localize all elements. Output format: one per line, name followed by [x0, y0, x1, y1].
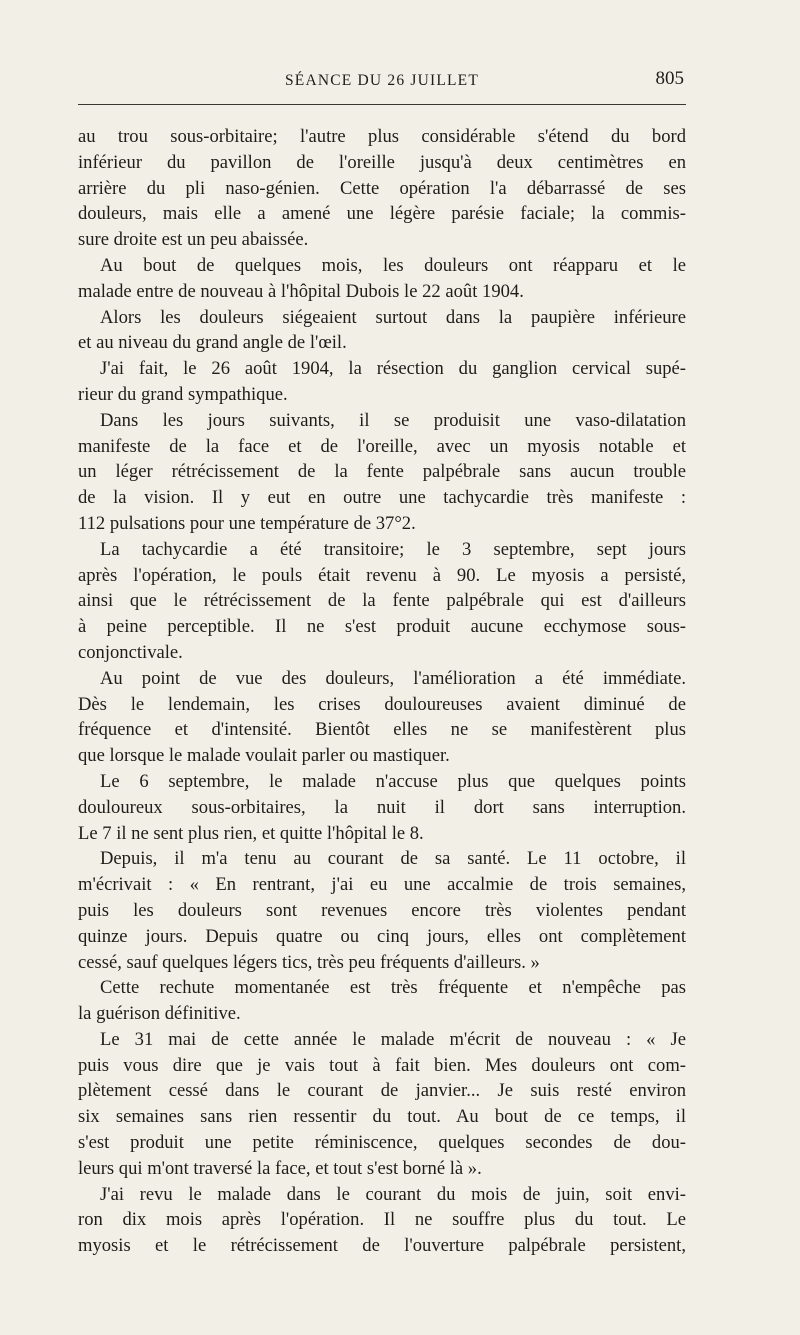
text-line: après l'opération, le pouls était revenu à 90. Le myosis a persisté,	[78, 564, 686, 586]
text-line: à peine perceptible. Il ne s'est produit aucune ecchymose sous-	[78, 616, 686, 638]
text-line: que lorsque le malade voulait parler ou mastiquer.	[78, 745, 450, 767]
text-line: malade entre de nouveau à l'hôpital Dubois le 22 août 1904.	[78, 280, 524, 302]
paragraph	[78, 305, 686, 357]
text-line: Depuis, il m'a tenu au courant de sa santé. Le 11 octobre, il	[100, 848, 686, 870]
text-line: ainsi que le rétrécissement de la fente palpébrale qui est d'ailleurs	[78, 590, 686, 612]
text-line: J'ai fait, le 26 août 1904, la résection du ganglion cervical supé-	[100, 358, 686, 380]
text-line: inférieur du pavillon de l'oreille jusqu'à deux centimètres en	[78, 151, 686, 173]
paragraph	[78, 124, 686, 253]
text-line: myosis et le rétrécissement de l'ouverture palpébrale persistent,	[78, 1235, 686, 1257]
text-line: un léger rétrécissement de la fente palpébrale sans aucun trouble	[78, 461, 686, 483]
text-line: douleurs, mais elle a amené une légère parésie faciale; la commis-	[78, 203, 686, 225]
text-line: plètement cessé dans le courant de janvier... Je suis resté environ	[78, 1080, 686, 1102]
paragraph	[78, 1027, 686, 1182]
paragraph	[78, 666, 686, 769]
text-line: sure droite est un peu abaissée.	[78, 229, 309, 251]
paragraph	[78, 1182, 686, 1259]
text-line: de la vision. Il y eut en outre une tachycardie très manifeste :	[78, 487, 686, 509]
text-line: Dès le lendemain, les crises douloureuses avaient diminué de	[78, 693, 686, 715]
text-line: Cette rechute momentanée est très fréquente et n'empêche pas	[100, 977, 686, 999]
text-line: Le 31 mai de cette année le malade m'écrit de nouveau : « Je	[100, 1028, 686, 1050]
text-line: cessé, sauf quelques légers tics, très peu fréquents d'ailleurs. »	[78, 951, 540, 973]
text-line: J'ai revu le malade dans le courant du mois de juin, soit envi-	[100, 1183, 686, 1205]
text-line: Le 6 septembre, le malade n'accuse plus que quelques points	[100, 770, 686, 792]
book-page	[78, 0, 686, 1335]
paragraph	[78, 846, 686, 975]
body-text	[78, 124, 686, 1259]
text-line: s'est produit une petite réminiscence, quelques secondes de dou-	[78, 1132, 686, 1154]
text-line: puis vous dire que je vais tout à fait bien. Mes douleurs ont com-	[78, 1054, 686, 1076]
paragraph	[78, 975, 686, 1027]
text-line: manifeste de la face et de l'oreille, avec un myosis notable et	[78, 435, 686, 457]
text-line: au trou sous-orbitaire; l'autre plus considérable s'étend du bord	[78, 126, 686, 147]
text-line: rieur du grand sympathique.	[78, 383, 288, 405]
text-line: Au point de vue des douleurs, l'amélioration a été immédiate.	[100, 667, 686, 689]
text-line: quinze jours. Depuis quatre ou cinq jours, elles ont complètement	[78, 925, 686, 947]
text-line: arrière du pli naso-génien. Cette opération l'a débarrassé de ses	[78, 177, 686, 199]
running-head-title: SÉANCE DU 26 JUILLET	[284, 72, 480, 89]
text-line: Au bout de quelques mois, les douleurs ont réapparu et le	[100, 254, 686, 276]
text-line: conjonctivale.	[78, 641, 183, 663]
header-rule	[78, 104, 686, 105]
text-line: fréquence et d'intensité. Bientôt elles ne se manifestèrent plus	[78, 719, 686, 741]
text-line: douloureux sous-orbitaires, la nuit il dort sans interruption.	[78, 796, 686, 818]
text-line: Le 7 il ne sent plus rien, et quitte l'hôpital le 8.	[78, 822, 424, 844]
page-number: 805	[655, 68, 684, 89]
text-line: ron dix mois après l'opération. Il ne souffre plus du tout. Le	[78, 1209, 686, 1231]
text-line: la guérison définitive.	[78, 1003, 241, 1025]
text-line: leurs qui m'ont traversé la face, et tout s'est borné là ».	[78, 1157, 482, 1179]
paragraph	[78, 253, 686, 305]
running-head	[78, 66, 686, 96]
text-line: Dans les jours suivants, il se produisit une vaso-dilatation	[100, 409, 686, 431]
text-line: puis les douleurs sont revenues encore très violentes pendant	[78, 899, 686, 921]
paragraph	[78, 769, 686, 846]
paragraph	[78, 537, 686, 666]
paragraph	[78, 408, 686, 537]
text-line: six semaines sans rien ressentir du tout. Au bout de ce temps, il	[78, 1106, 686, 1128]
text-line: 112 pulsations pour une température de 37°2.	[78, 512, 416, 534]
text-line: et au niveau du grand angle de l'œil.	[78, 332, 347, 354]
text-line: m'écrivait : « En rentrant, j'ai eu une accalmie de trois semaines,	[78, 874, 686, 896]
text-line: La tachycardie a été transitoire; le 3 septembre, sept jours	[100, 538, 686, 560]
paragraph	[78, 356, 686, 408]
text-line: Alors les douleurs siégeaient surtout dans la paupière inférieure	[100, 306, 686, 328]
